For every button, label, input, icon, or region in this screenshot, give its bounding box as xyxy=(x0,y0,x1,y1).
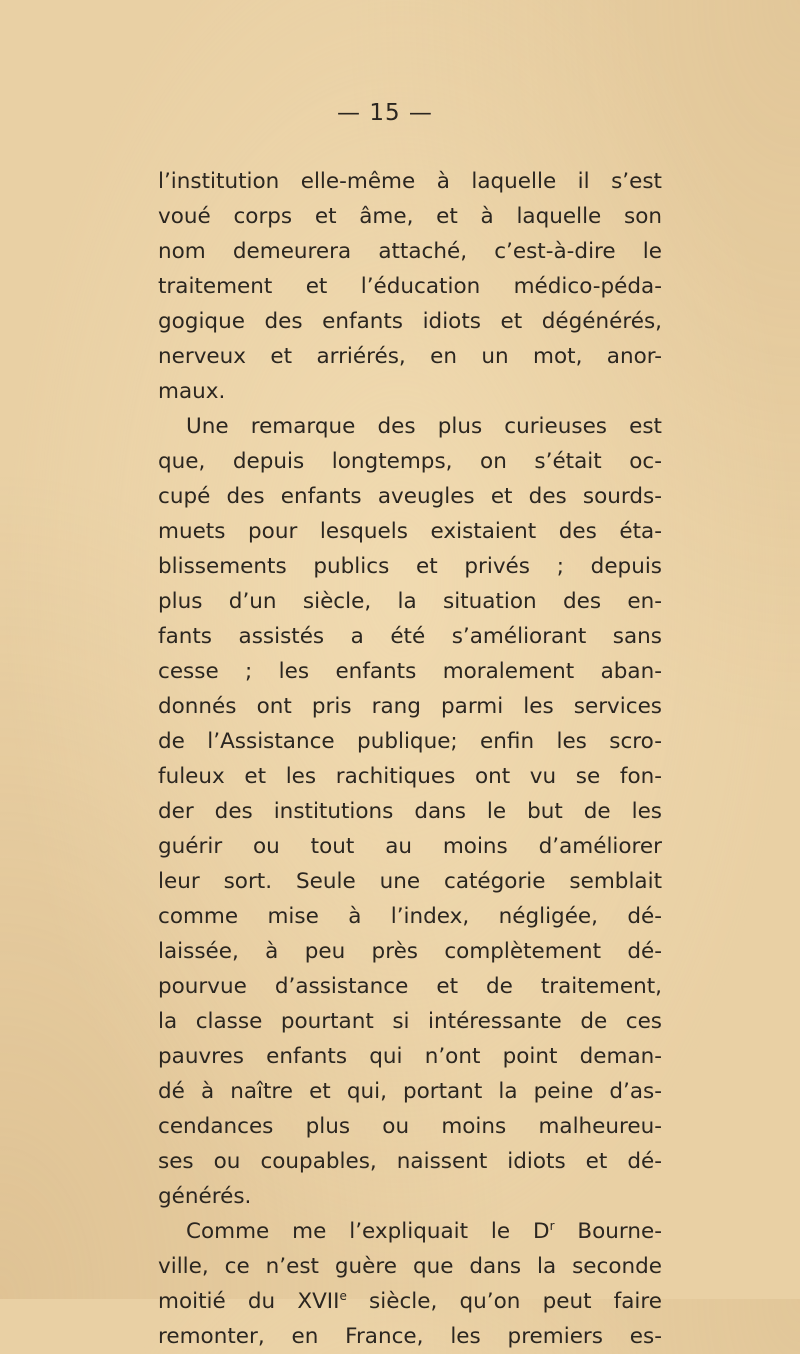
superscript: e xyxy=(339,1288,347,1303)
text-line: cendances plus ou moins malheureu- xyxy=(158,1114,662,1139)
text-line: der des institutions dans le but de les xyxy=(158,799,662,824)
page-number: — 15 — xyxy=(337,100,433,126)
text-line: nom demeurera attaché, c’est-à-dire le xyxy=(158,239,662,264)
text-line: muets pour lesquels existaient des éta- xyxy=(158,519,662,544)
text-line: Une remarque des plus curieuses est xyxy=(186,414,662,439)
text-line: pourvue d’assistance et de traitement, xyxy=(158,974,662,999)
text-line: ville, ce n’est guère que dans la seconde xyxy=(158,1254,662,1279)
text-fragment: moitié du XVII xyxy=(158,1289,340,1314)
text-line: de l’Assistance publique; enfin les scro- xyxy=(158,729,662,754)
text-line: la classe pourtant si intéressante de ces xyxy=(158,1009,662,1034)
superscript: r xyxy=(549,1218,555,1233)
text-line: dé à naître et qui, portant la peine d’as- xyxy=(158,1079,662,1104)
text-line: traitement et l’éducation médico-péda- xyxy=(158,274,662,299)
text-line: leur sort. Seule une catégorie semblait xyxy=(158,869,662,894)
text-line: ses ou coupables, naissent idiots et dé- xyxy=(158,1149,662,1174)
text-line: remonter, en France, les premiers es- xyxy=(158,1324,662,1349)
text-line xyxy=(158,1214,662,1249)
text-line: plus d’un siècle, la situation des en- xyxy=(158,589,662,614)
text-line xyxy=(158,1284,662,1319)
text-line: comme mise à l’index, négligée, dé- xyxy=(158,904,662,929)
text-line: nerveux et arriérés, en un mot, anor- xyxy=(158,344,662,369)
text-line: que, depuis longtemps, on s’était oc- xyxy=(158,449,662,474)
text-line: l’institution elle-même à laquelle il s’est xyxy=(158,169,662,194)
text-line: blissements publics et privés ; depuis xyxy=(158,554,662,579)
text-line: fants assistés a été s’améliorant sans xyxy=(158,624,662,649)
text-line: cesse ; les enfants moralement aban- xyxy=(158,659,662,684)
text-line: maux. xyxy=(158,379,226,404)
body-text xyxy=(158,164,662,1354)
text-line: gogique des enfants idiots et dégénérés, xyxy=(158,309,662,334)
text-line: donnés ont pris rang parmi les services xyxy=(158,694,662,719)
text-line: voué corps et âme, et à laquelle son xyxy=(158,204,662,229)
text-line: guérir ou tout au moins d’améliorer xyxy=(158,834,662,859)
text-fragment: Comme me l’expliquait le D xyxy=(186,1219,550,1244)
text-line: cupé des enfants aveugles et des sourds- xyxy=(158,484,662,509)
text-line: laissée, à peu près complètement dé- xyxy=(158,939,662,964)
text-line: fuleux et les rachitiques ont vu se fon- xyxy=(158,764,662,789)
text-line: générés. xyxy=(158,1184,252,1209)
text-fragment: Bourne- xyxy=(554,1219,662,1244)
text-line: pauvres enfants qui n’ont point deman- xyxy=(158,1044,662,1069)
text-fragment: siècle, qu’on peut faire xyxy=(346,1289,662,1314)
